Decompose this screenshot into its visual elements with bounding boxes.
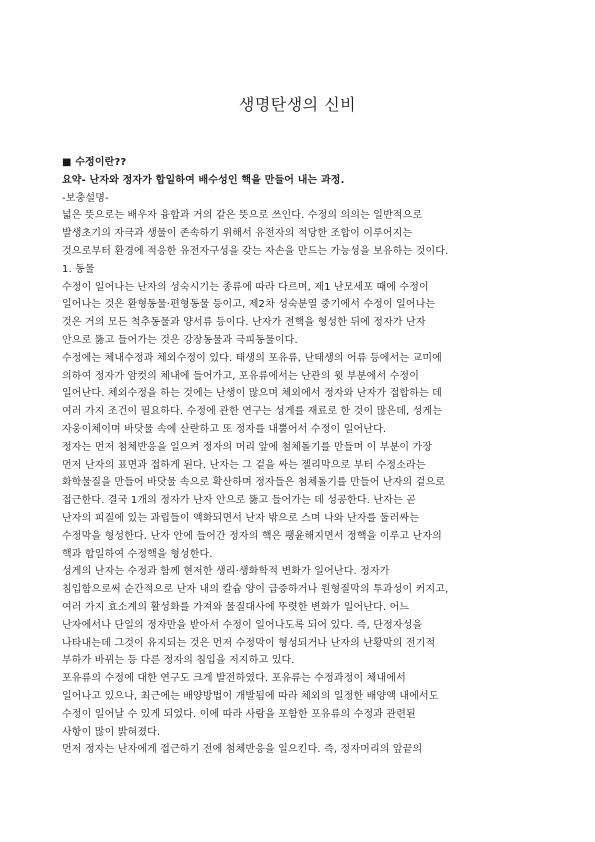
body-text-line: 일어나는 것은 환형동물·편형동물 등이고, 제2차 성숙분열 중기에서 수정이 일어나는	[62, 299, 436, 311]
body-text-line: 여러 가지 효소계의 활성화를 가져와 물질대사에 뚜렷한 변화가 일어난다. 어느	[62, 601, 410, 613]
body-text-line: 수정막을 형성한다. 난자 안에 들어간 정자의 핵은 팽윤해지면서 정핵을 이루고 난자의	[62, 530, 442, 542]
body-text-line: 일어난다. 체외수정을 하는 것에는 난생이 많으며 체외에서 정자와 난자가 접합하는 데	[62, 388, 442, 400]
body-text-line: 침입함으로써 순간적으로 난자 내의 칼슘 양이 급증하거나 원형질막의 투과성이 커지고,	[62, 584, 449, 596]
body-text-line: 넓은 뜻으로는 배우자 융합과 거의 같은 뜻으로 쓰인다. 수정의 의의는 일반적으로	[62, 210, 423, 222]
section-heading: ■ 수정이란??	[62, 157, 127, 168]
page-title: 생명탄생의 신비	[238, 95, 357, 114]
body-text-line: 1. 동물	[62, 263, 95, 275]
body-text-line: 일어나고 있으나, 최근에는 배양방법이 개발됨에 따라 체외의 일정한 배양액 내에서도	[62, 690, 439, 702]
body-text-line: 화학물질을 만들어 바닷물 속으로 확산하며 정자들은 첨체돌기를 만들어 난자의 겉으로	[62, 477, 446, 489]
body-text-line: 안으로 뚫고 들어가는 것은 강장동물과 극피동물이다.	[62, 334, 298, 346]
body-text-line: 나타내는데 그것이 유지되는 것은 먼저 수정막이 형성되거나 난자의 난황막의 전기적	[62, 637, 436, 649]
body-text-line: 접근한다. 결국 1개의 정자가 난자 안으로 뚫고 들어가는 데 성공한다. 난자는 곧	[62, 495, 416, 507]
document-body	[62, 154, 492, 759]
body-text-line: 의하여 정자가 암컷의 체내에 들어가고, 포유류에서는 난관의 윗 부분에서 수정이	[62, 370, 420, 382]
body-text-line: 자웅이체이며 바닷물 속에 산란하고 또 정자를 내뿜어서 수정이 일어난다.	[62, 423, 387, 435]
body-text-line: -보충설명-	[62, 192, 109, 204]
body-text-line: 성게의 난자는 수정과 함께 현저한 생리·생화학적 변화가 일어난다. 정자가	[62, 566, 390, 578]
body-text-line: 정자는 먼저 첨체반응을 일으켜 정자의 머리 앞에 첨체돌기를 만들며 이 부분이 가장	[62, 441, 433, 453]
body-text	[62, 190, 492, 760]
body-text-line: 난자에서나 단일의 정자만을 받아서 수정이 일어나도록 되어 있다. 즉, 단정자성을	[62, 619, 423, 631]
body-text-line: 포유류의 수정에 대한 연구도 크게 발전하였다. 포유류는 수정과정이 체내에서	[62, 673, 406, 685]
body-text-line: 부하가 바뀌는 등 다른 정자의 침입을 저지하고 있다.	[62, 655, 295, 667]
body-text-line: 것은 거의 모든 척추동물과 양서류 등이다. 난자가 전핵을 형성한 뒤에 정자가 난자	[62, 317, 426, 329]
body-text-line: 수정에는 체내수정과 체외수정이 있다. 태생의 포유류, 난태생의 어류 등에서는 교미에	[62, 352, 442, 364]
body-text-line: 사항이 많이 밝혀졌다.	[62, 726, 161, 738]
body-text-line: 것으로부터 환경에 적응한 유전자구성을 갖는 자손을 만드는 가능성을 보유하는 것이다.	[62, 245, 449, 257]
body-text-line: 먼저 정자는 난자에게 접근하기 전에 첨체반응을 일으킨다. 즉, 정자머리의 앞끝의	[62, 744, 423, 756]
body-text-line: 핵과 합일하여 수정핵을 형성한다.	[62, 548, 213, 560]
body-text-line: 여러 가지 조건이 필요하다. 수정에 관한 연구는 성게를 재료로 한 것이 많은데, 성게는	[62, 406, 443, 418]
body-text-line: 수정이 일어나는 난자의 성숙시기는 종류에 따라 다르며, 제1 난모세포 때에 수정이	[62, 281, 429, 293]
body-text-line: 발생초기의 자극과 생물이 존속하기 위해서 유전자의 적당한 조합이 이루어지는	[62, 228, 413, 240]
body-text-line: 난자의 피질에 있는 과립들이 액화되면서 난자 밖으로 스며 나와 난자를 둘러싸는	[62, 512, 420, 524]
body-text-line: 먼저 난자의 표면과 접하게 된다. 난자는 그 겉을 싸는 젤리막으로 부터 수정소라는	[62, 459, 426, 471]
summary-line: 요약- 난자와 정자가 합일하여 배수성인 핵을 만들어 내는 과정.	[62, 174, 345, 186]
body-text-line: 수정이 일어날 수 있게 되었다. 이에 따라 사람을 포함한 포유류의 수정과 관련된	[62, 708, 416, 720]
